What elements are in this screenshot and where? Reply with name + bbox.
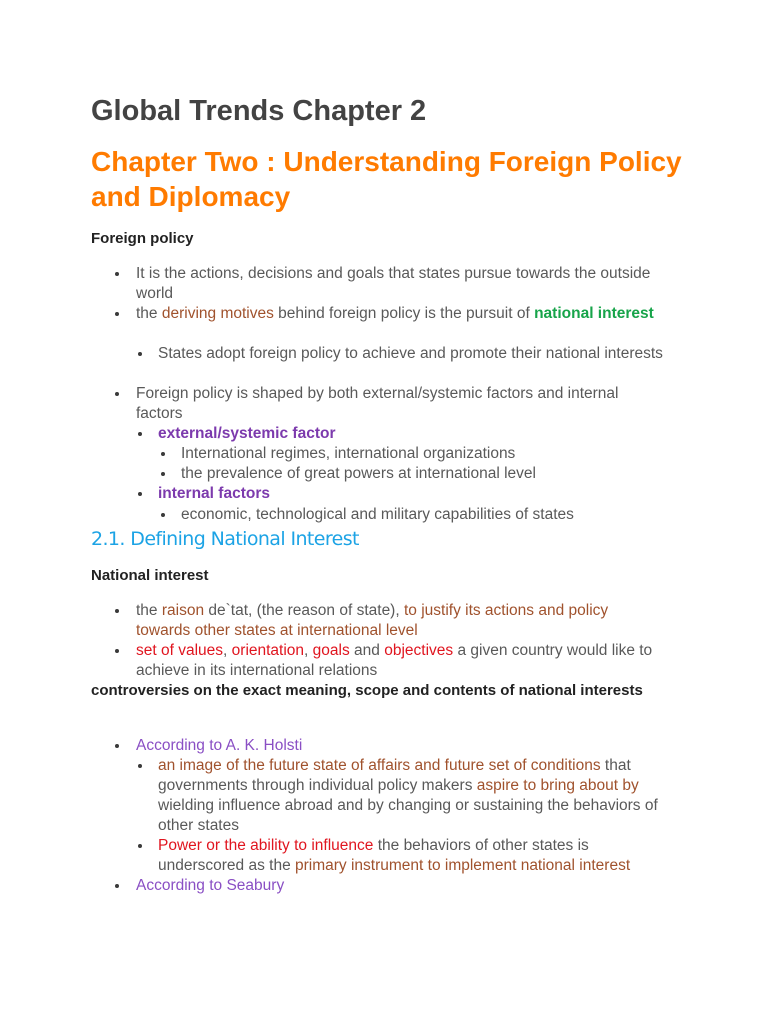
national-interest-sublist — [0, 344, 678, 364]
internal-factor-list — [0, 484, 678, 504]
foreign-policy-list — [0, 264, 656, 324]
bullet-icon — [161, 452, 165, 456]
list-item: the deriving motives behind foreign policy is the pursuit of national interest — [0, 304, 656, 324]
list-item: the raison de`tat, (the reason of state), to justify its actions and policy towards other states at international level — [0, 601, 656, 641]
bullet-icon — [115, 884, 119, 888]
bullet-icon — [115, 312, 119, 316]
bullet-icon — [138, 764, 142, 768]
list-item: set of values, orientation, goals and objectives a given country would like to achieve in its international relations — [0, 641, 656, 681]
bullet-icon — [115, 649, 119, 653]
bullet-icon — [138, 432, 142, 436]
national-interest-label: National interest — [91, 567, 209, 584]
internal-items-list — [0, 505, 681, 525]
list-item: external/systemic factor — [0, 424, 678, 444]
list-item: internal factors — [0, 484, 678, 504]
list-item: International regimes, international organizations — [0, 444, 681, 464]
list-item: According to Seabury — [0, 876, 656, 896]
list-item: States adopt foreign policy to achieve and promote their national interests — [0, 344, 678, 364]
controversy-note: controversies on the exact meaning, scope and contents of national interests — [91, 682, 643, 699]
seabury-list — [0, 876, 656, 896]
chapter-title: Chapter Two : Understanding Foreign Policy and Diplomacy — [91, 146, 682, 212]
bullet-icon — [115, 609, 119, 613]
holsti-list — [0, 736, 656, 756]
bullet-icon — [161, 472, 165, 476]
list-item: According to A. K. Holsti — [0, 736, 656, 756]
factors-list — [0, 384, 656, 424]
list-item: the prevalence of great powers at international level — [0, 464, 681, 484]
section-heading: 2.1. Defining National Interest — [91, 528, 359, 550]
list-item: economic, technological and military capabilities of states — [0, 505, 681, 525]
list-item: Foreign policy is shaped by both external/systemic factors and internal factors — [0, 384, 656, 424]
bullet-icon — [115, 272, 119, 276]
list-item: an image of the future state of affairs and future set of conditions that governments through individual policy makers aspire to bring about by wielding influence abroad and by changing or sustaining the behaviors of other states — [0, 756, 678, 836]
national-interest-list — [0, 601, 656, 681]
holsti-sublist — [0, 756, 678, 876]
bullet-icon — [161, 513, 165, 517]
external-factor-list — [0, 424, 678, 444]
document-title: Global Trends Chapter 2 — [91, 95, 427, 127]
bullet-icon — [138, 492, 142, 496]
bullet-icon — [115, 392, 119, 396]
list-item: Power or the ability to influence the behaviors of other states is underscored as the primary instrument to implement national interest — [0, 836, 678, 876]
foreign-policy-label: Foreign policy — [91, 230, 194, 247]
bullet-icon — [115, 744, 119, 748]
external-items-list — [0, 444, 681, 484]
bullet-icon — [138, 352, 142, 356]
list-item: It is the actions, decisions and goals that states pursue towards the outside world — [0, 264, 656, 304]
bullet-icon — [138, 844, 142, 848]
